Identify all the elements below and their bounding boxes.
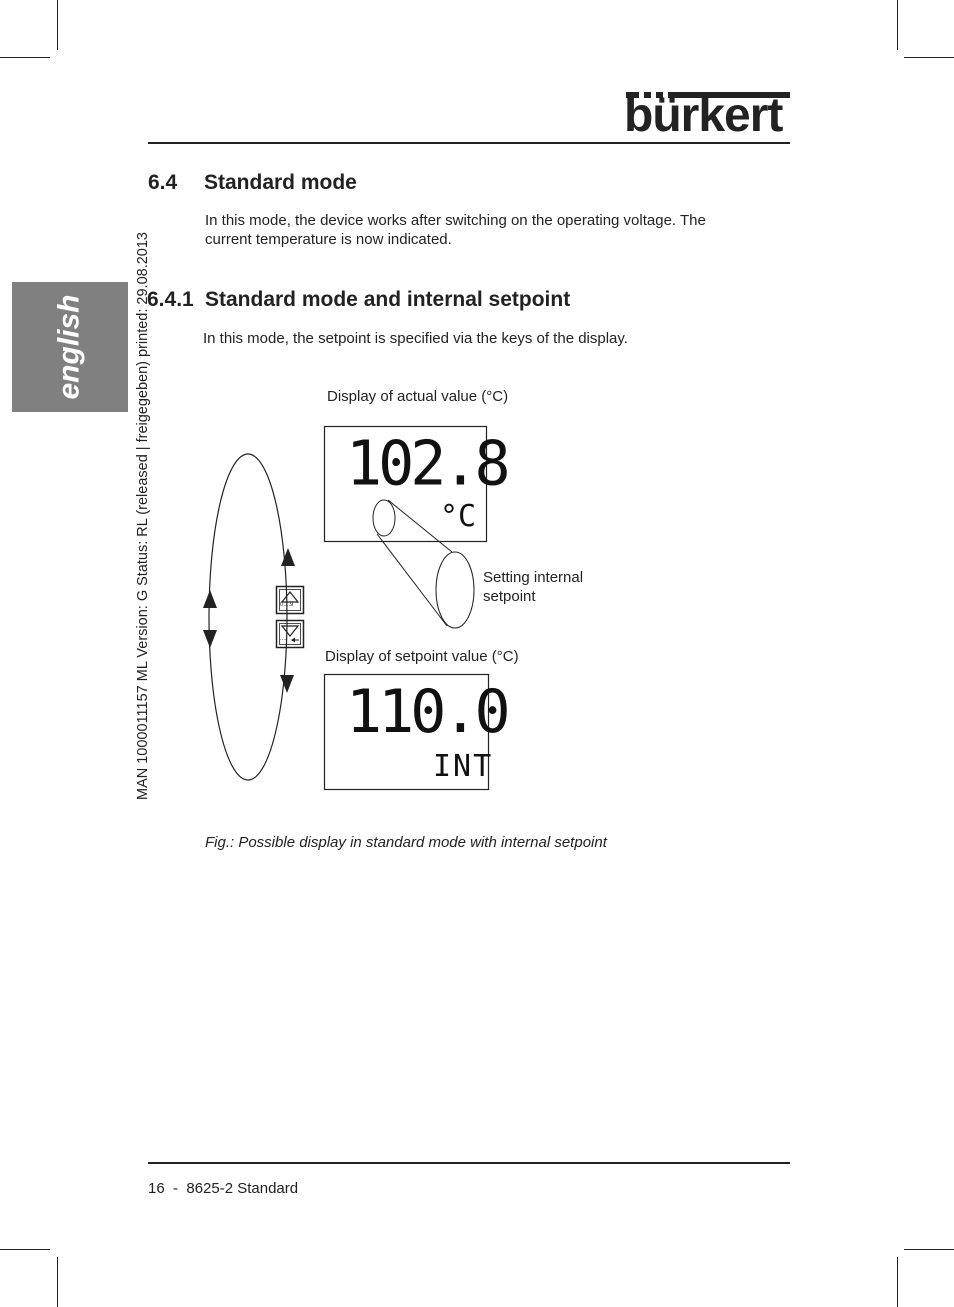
subsection-title: Standard mode and internal setpoint — [205, 288, 571, 311]
subsection-body: In this mode, the setpoint is specified via the keys of the display. — [203, 330, 628, 347]
label-actual-value: Display of actual value (°C) — [327, 388, 509, 405]
arrow-down-left — [203, 630, 217, 648]
page-footer: 16 - 8625-2 Standard — [148, 1180, 299, 1197]
arrow-up-right — [281, 548, 295, 566]
subsection-number: 6.4.1 — [147, 288, 194, 311]
key-down-label: .... — [280, 636, 287, 642]
section-body-line: current temperature is now indicated. — [205, 231, 452, 248]
setpoint-value-readout: 110.0 — [346, 677, 507, 747]
setpoint-tag-readout: INT — [433, 749, 494, 784]
key-up-arrow-icon — [277, 587, 304, 614]
logo-text: bürkert — [624, 89, 783, 142]
footer-rule — [148, 1162, 790, 1164]
key-down-arrow-icon — [277, 621, 304, 648]
figure-caption: Fig.: Possible display in standard mode with internal setpoint — [205, 834, 607, 851]
sidebar-label: MAN 1000011157 ML Version: G Status: RL (released | freigegeben) printed: 29.08.2013 — [135, 231, 151, 801]
language-tab-label: english — [52, 294, 86, 400]
section-body-line: In this mode, the device works after switching on the operating voltage. The — [205, 212, 706, 229]
zoom-target — [436, 552, 474, 628]
section-title: Standard mode — [204, 171, 357, 194]
label-setting-line1: Setting internal — [483, 569, 584, 586]
cycle-loop — [209, 454, 287, 780]
label-setpoint-value: Display of setpoint value (°C) — [325, 648, 519, 665]
arrow-up-left — [203, 590, 217, 608]
actual-value-readout: 102.8 — [346, 428, 507, 500]
label-setting-line2: setpoint — [483, 588, 536, 605]
actual-unit-readout: °C — [440, 499, 477, 534]
section-number: 6.4 — [148, 171, 178, 194]
key-up-label: 0....9 — [280, 602, 294, 608]
arrow-down-right — [280, 675, 294, 693]
